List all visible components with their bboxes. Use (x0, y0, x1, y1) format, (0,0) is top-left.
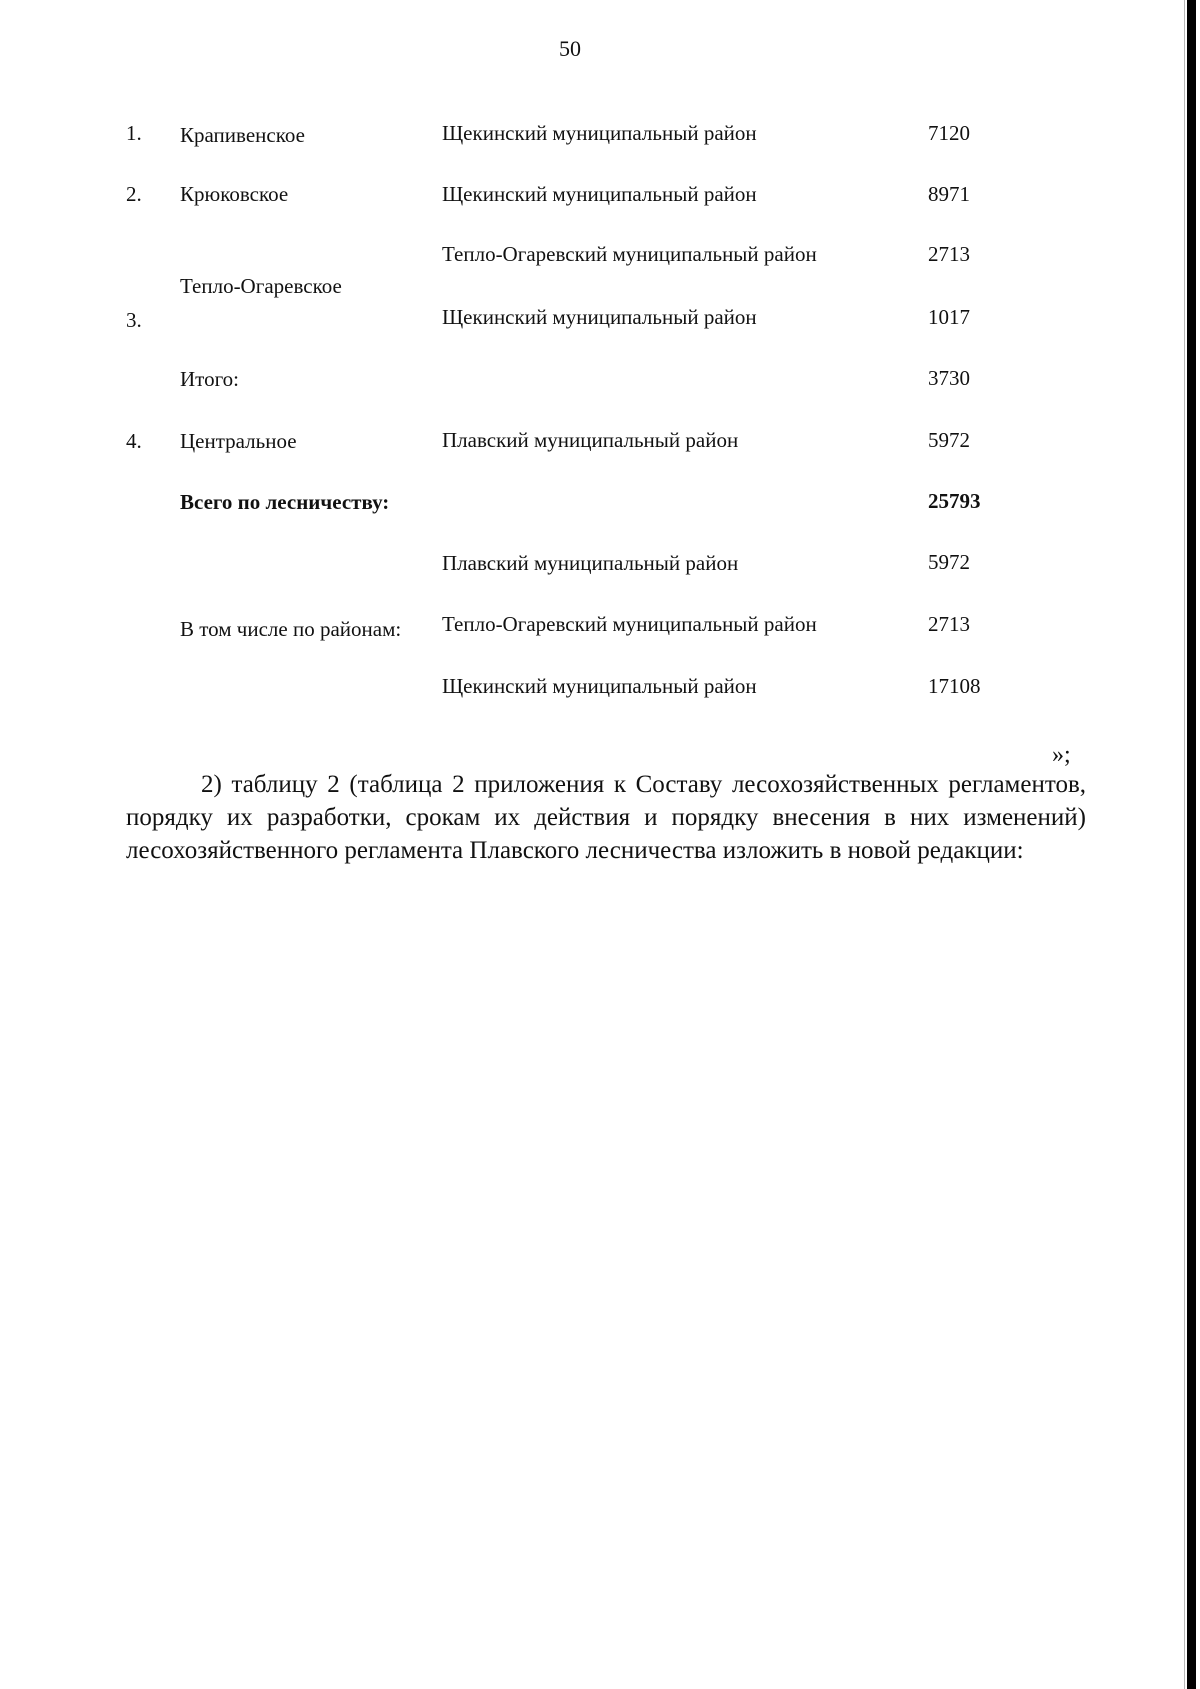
subtotal-label: Итого: (180, 367, 239, 391)
total-value: 25793 (928, 489, 981, 513)
paragraph-text: 2) таблицу 2 (таблица 2 приложения к Составу лесохозяйственных регламентов, порядку их разработки, срокам их действия и порядку внесения в них изменений) лесохозяйственного регламента Плавского лесничества изложить в новой редакции: (126, 771, 1086, 864)
row-district: Тепло-Огаревский муниципальный район (442, 242, 817, 266)
row-number: 4. (126, 429, 142, 453)
row-name: Тепло-Огаревское (180, 274, 342, 298)
page-edge-line (1184, 0, 1185, 1689)
body-paragraph (126, 768, 1086, 867)
row-number: 1. (126, 121, 142, 145)
by-district-name: Плавский муниципальный район (442, 551, 739, 575)
subtotal-value: 3730 (928, 366, 970, 390)
row-district: Щекинский муниципальный район (442, 182, 757, 206)
row-area: 5972 (928, 428, 970, 452)
row-area: 7120 (928, 121, 970, 145)
row-number: 3. (126, 308, 142, 332)
row-area: 1017 (928, 305, 970, 329)
page-edge-bar (1187, 0, 1196, 1689)
row-area: 8971 (928, 182, 970, 206)
total-label: Всего по лесничеству: (180, 490, 390, 514)
row-district: Плавский муниципальный район (442, 428, 739, 452)
by-districts-label: В том числе по районам: (180, 617, 402, 641)
by-district-name: Щекинский муниципальный район (442, 674, 757, 698)
row-name: Крюковское (180, 182, 289, 206)
row-district: Щекинский муниципальный район (442, 305, 757, 329)
closing-quote: »; (1052, 742, 1071, 768)
row-name: Крапивенское (180, 123, 305, 147)
by-district-area: 5972 (928, 550, 970, 574)
by-district-area: 17108 (928, 674, 981, 698)
row-number: 2. (126, 182, 142, 206)
row-name: Центральное (180, 429, 297, 453)
page-number: 50 (559, 36, 581, 61)
row-area: 2713 (928, 242, 970, 266)
row-district: Щекинский муниципальный район (442, 121, 757, 145)
by-district-area: 2713 (928, 612, 970, 636)
by-district-name: Тепло-Огаревский муниципальный район (442, 612, 817, 636)
